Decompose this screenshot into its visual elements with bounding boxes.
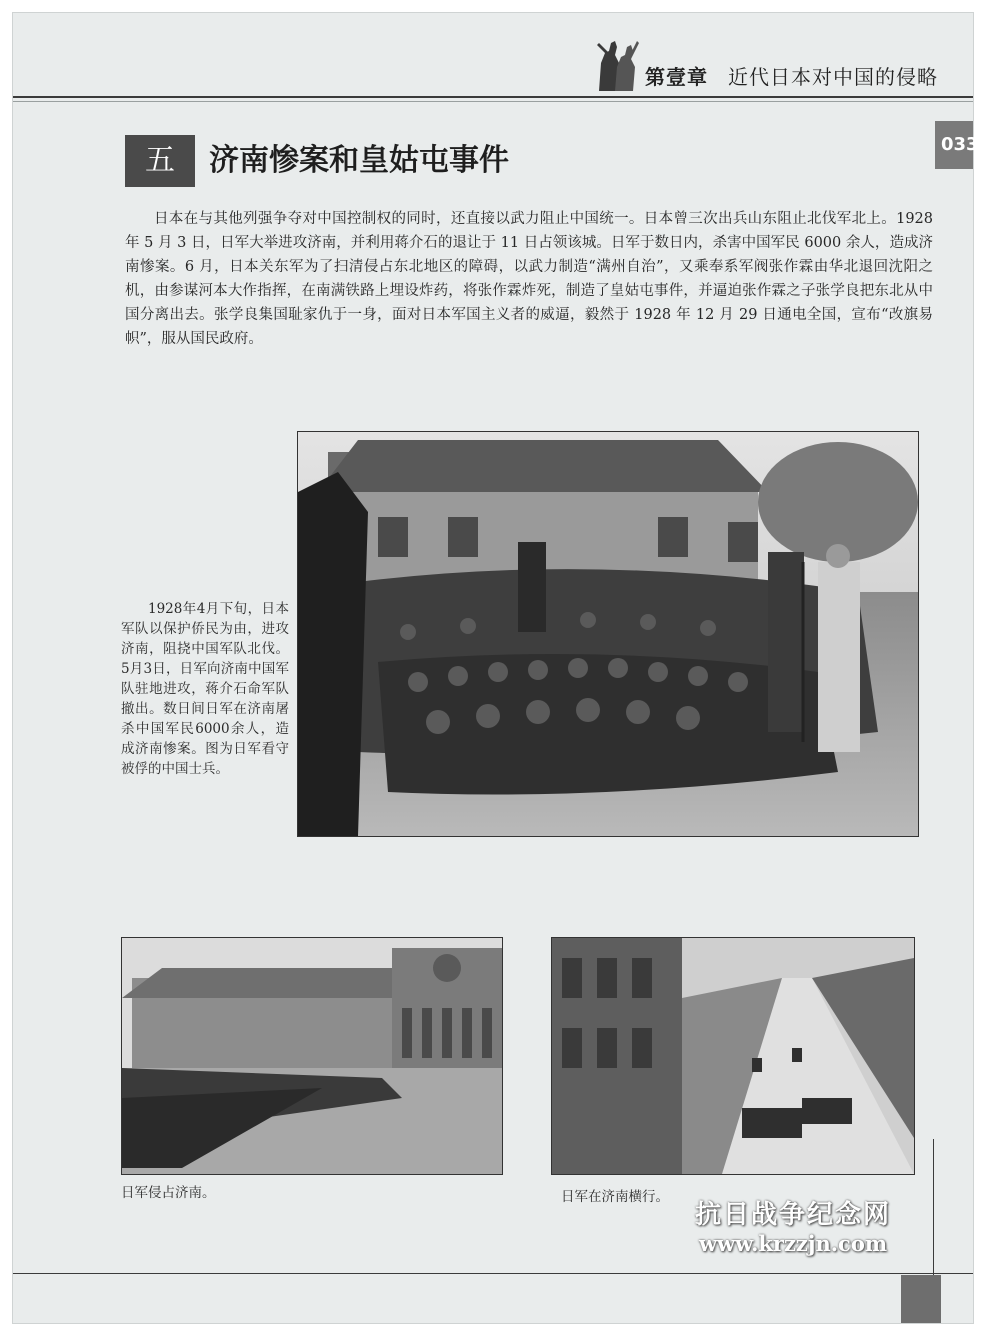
chapter-title: 近代日本对中国的侵略 bbox=[728, 65, 938, 89]
left-photo-caption: 日军侵占济南。 bbox=[121, 1185, 216, 1201]
chapter-heading bbox=[645, 61, 938, 90]
book-page bbox=[12, 12, 979, 1324]
photo-japanese-troops-street bbox=[551, 937, 915, 1175]
watermark-site-name: 抗日战争纪念网 bbox=[694, 1200, 891, 1230]
chapter-number: 第壹章 bbox=[645, 65, 708, 89]
page-number: 033 bbox=[935, 121, 973, 169]
body-paragraph: 日本在与其他列强争夺对中国控制权的同时，还直接以武力阻止中国统一。日本曾三次出兵山东阻止北伐军北上。1928 年 5 月 3 日，日军大举进攻济南，并利用蒋介石的退让于 11 日占领该城。日军于数日内，杀害中国军民 6000 余人，造成济南惨案。6 月，日本关东军为了扫清侵占东北地区的障碍，以武力制造“满州自治”，又乘奉系军阀张作霖由华北退回沈阳之机，由参谋河本大作指挥，在南满铁路上埋设炸药，将张作霖炸死，制造了皇姑屯事件，并逼迫张作霖之子张学良把东北从中国分离出去。张学良集国耻家仇于一身，面对日本军国主义者的威逼，毅然于 1928 年 12 月 29 日通电全国，宣布“改旗易帜”，服从国民政府。 bbox=[125, 211, 933, 347]
header-divider-thin bbox=[13, 101, 973, 102]
section-title: 济南惨案和皇姑屯事件 bbox=[209, 143, 509, 178]
section-number: 五 bbox=[125, 135, 195, 187]
main-photo-caption: 1928年4月下旬，日本军队以保护侨民为由，进攻济南，阻挠中国军队北伐。5月3日，日军向济南中国军队驻地进攻，蒋介石命军队撤出。数日间日军在济南屠杀中国军民6000余人，造成济南惨案。图为日军看守被俘的中国士兵。 bbox=[121, 601, 289, 777]
site-watermark bbox=[673, 1199, 913, 1257]
section-header bbox=[125, 135, 545, 187]
footer-divider bbox=[13, 1273, 973, 1274]
right-photo-caption: 日军在济南横行。 bbox=[561, 1189, 669, 1205]
footer-tab bbox=[901, 1275, 941, 1323]
header-divider bbox=[13, 96, 973, 98]
soldiers-emblem-icon bbox=[593, 33, 639, 93]
watermark-url: www.krzzjn.com bbox=[698, 1231, 888, 1256]
photo-japanese-troops-occupy-jinan bbox=[121, 937, 503, 1175]
photo-captured-soldiers bbox=[297, 431, 919, 837]
footer-side-divider bbox=[933, 1139, 934, 1275]
